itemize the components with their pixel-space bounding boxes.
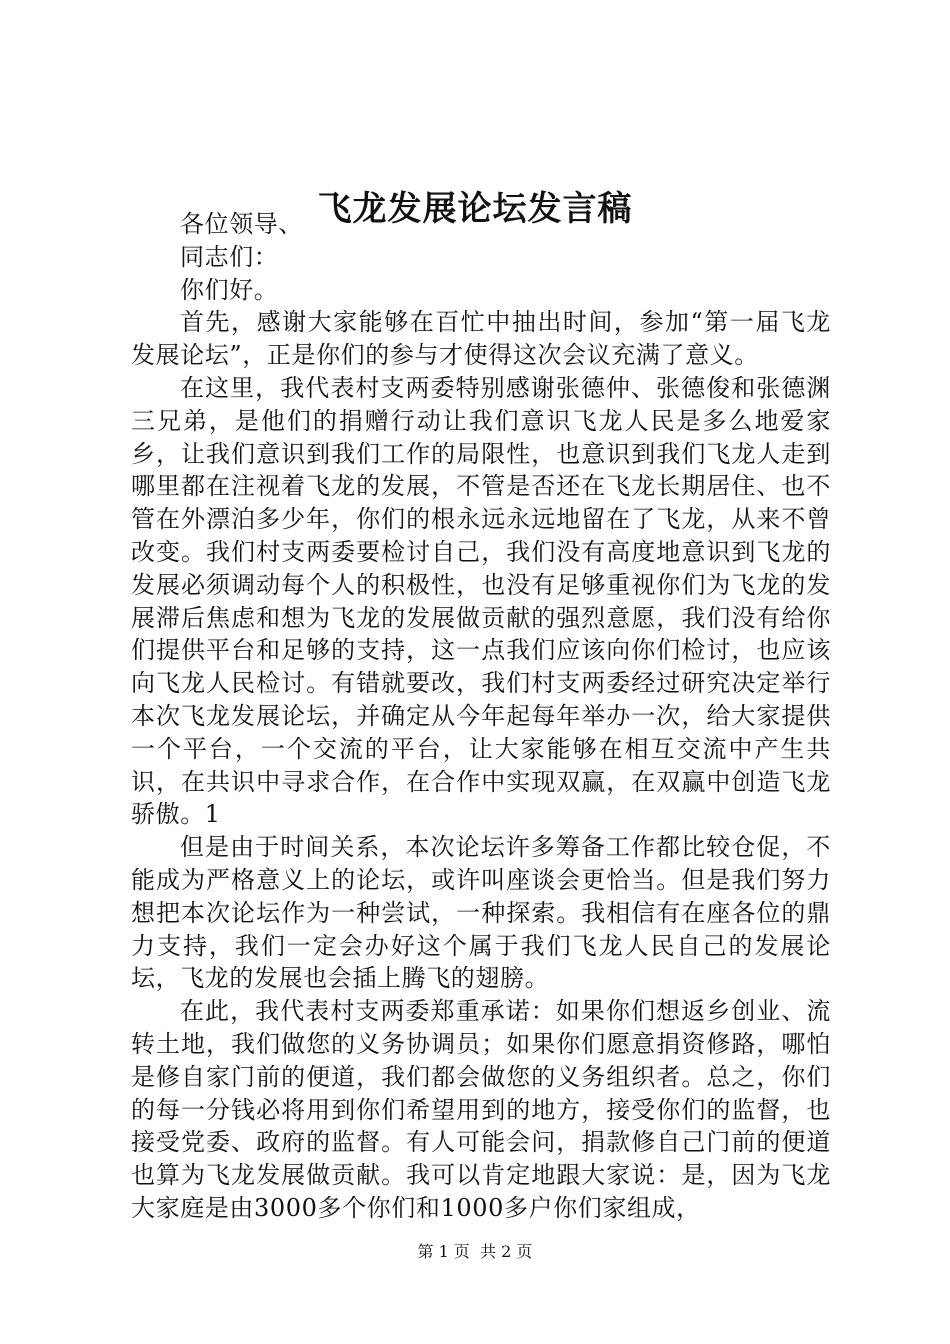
paragraph: 首先，感谢大家能够在百忙中抽出时间，参加“第一届飞龙发展论坛”，正是你们的参与才使得这次会议充满了意义。 (131, 308, 831, 370)
page-number: 第 1 页 共 2 页 (417, 1242, 533, 1261)
document-body (131, 208, 831, 1225)
paragraph: 在这里，我代表村支两委特别感谢张德仲、张德俊和张德渊三兄弟，是他们的捐赠行动让我们意识飞龙人民是多么地爱家乡，让我们意识到我们工作的局限性，也意识到我们飞龙人走到哪里都在注视着飞龙的发展，不管是否还在飞龙长期居住、也不管在外漂泊多少年，你们的根永远永远地留在了飞龙，从来不曾改变。我们村支两委要检讨自己，我们没有高度地意识到飞龙的发展必须调动每个人的积极性，也没有足够重视你们为飞龙的发展滞后焦虑和想为飞龙的发展做贡献的强烈意愿，我们没有给你们提供平台和足够的支持，这一点我们应该向你们检讨，也应该向飞龙人民检讨。有错就要改，我们村支两委经过研究决定举行本次飞龙发展论坛，并确定从今年起每年举办一次，给大家提供一个平台，一个交流的平台，让大家能够在相互交流中产生共识，在共识中寻求合作，在合作中实现双赢，在双赢中创造飞龙骄傲。1 (131, 373, 831, 829)
page-footer (0, 1240, 950, 1264)
greeting-line: 你们好。 (180, 275, 279, 304)
greeting-line: 各位领导、 (180, 210, 303, 238)
paragraph: 但是由于时间关系，本次论坛许多筹备工作都比较仓促，不能成为严格意义上的论坛，或许叫座谈会更恰当。但是我们努力想把本次论坛作为一种尝试，一种探索。我相信有在座各位的鼎力支持，我们一定会办好这个属于我们飞龙人民自己的发展论坛，飞龙的发展也会插上腾飞的翅膀。 (131, 833, 831, 993)
document-title: 飞龙发展论坛发言稿 (317, 189, 633, 229)
greeting-line: 同志们： (180, 242, 279, 271)
paragraph: 在此，我代表村支两委郑重承诺：如果你们想返乡创业、流转土地，我们做您的义务协调员；如果你们愿意捐资修路，哪怕是修自家门前的便道，我们都会做您的义务组织者。总之，你们的每一分钱必将用到你们希望用到的地方，接受你们的监督，也接受党委、政府的监督。有人可能会问，捐款修自己门前的便道也算为飞龙发展做贡献。我可以肯定地跟大家说：是，因为飞龙大家庭是由3000多个你们和1000多户你们家组成， (131, 997, 831, 1222)
